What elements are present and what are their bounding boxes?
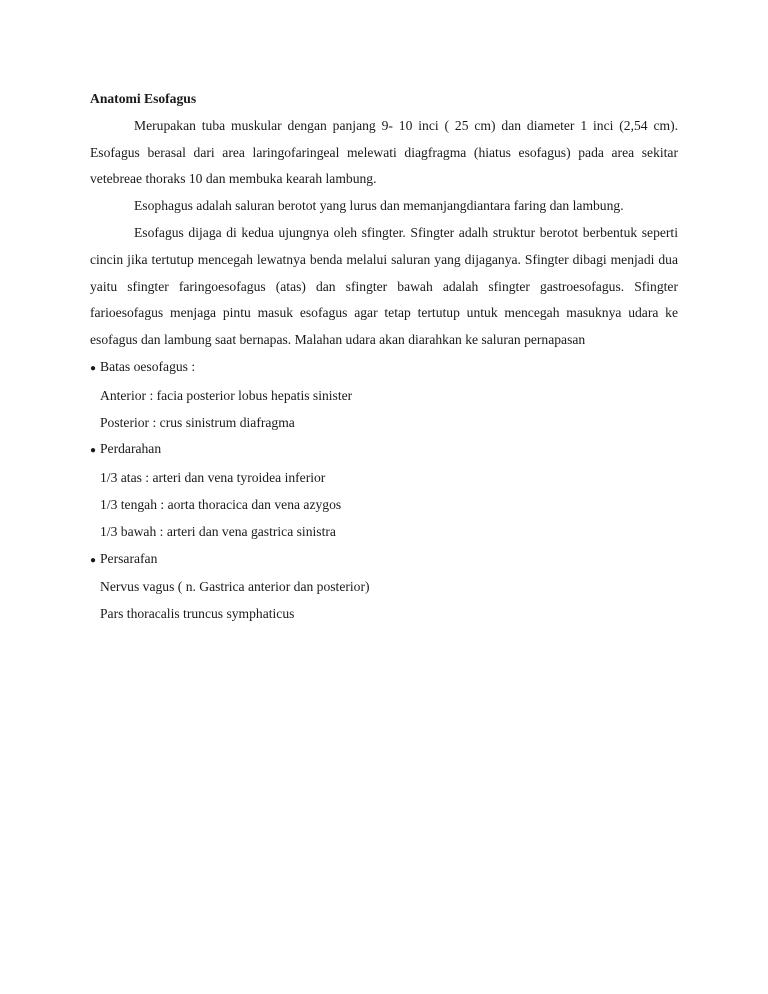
list-item: Posterior : crus sinistrum diafragma [100,414,295,430]
document-title: Anatomi Esofagus [90,91,197,106]
section-batas [90,354,678,436]
list-item: Anterior : facia posterior lobus hepatis sinister [100,387,353,403]
bullet-item [90,354,678,383]
section-heading: Persarafan [100,550,158,566]
paragraph-esophagus: Esophagus adalah saluran berotot yang lurus dan memanjangdiantara faring dan lambung. [134,198,624,214]
document-page [90,86,678,628]
list-item: Nervus vagus ( n. Gastrica anterior dan posterior) [100,579,370,595]
bullet-icon: ● [90,362,97,374]
list-item: Pars thoracalis truncus symphaticus [100,606,295,622]
bullet-icon: ● [90,445,97,457]
section-perdarahan [90,436,678,545]
bullet-item [90,546,678,575]
bullet-icon: ● [90,554,97,566]
list-item: 1/3 tengah : aorta thoracica dan vena azygos [100,496,342,512]
paragraph-definition: Merupakan tuba muskular dengan panjang 9- 10 inci ( 25 cm) dan diameter 1 inci (2,54 cm). Esofagus berasal dari area laringofaringeal melewati diagfragma (hiatus esofagus) pada area sekitar vetebreae thoraks 10 dan membuka kearah lambung. [90,117,678,187]
list-item: 1/3 bawah : arteri dan vena gastrica sinistra [100,523,336,539]
section-heading: Batas oesofagus : [100,358,196,374]
section-persarafan [90,546,678,628]
section-heading: Perdarahan [100,441,162,457]
list-item: 1/3 atas : arteri dan vena tyroidea inferior [100,470,326,486]
bullet-item [90,436,678,465]
paragraph-sphincter: Esofagus dijaga di kedua ujungnya oleh sfingter. Sfingter adalh struktur berotot berbentuk seperti cincin jika tertutup mencegah lewatnya benda melalui saluran yang dijaganya. Sfingter dibagi menjadi dua yaitu sfingter faringoesofagus (atas) dan sfingter bawah adalah sfingter gastroesofagus. Sfingter farioesofagus menjaga pintu masuk esofagus agar tetap tertutup untuk mencegah masuknya udara ke esofagus dan lambung saat bernapas. Malahan udara akan diarahkan ke saluran pernapasan [90,224,678,348]
